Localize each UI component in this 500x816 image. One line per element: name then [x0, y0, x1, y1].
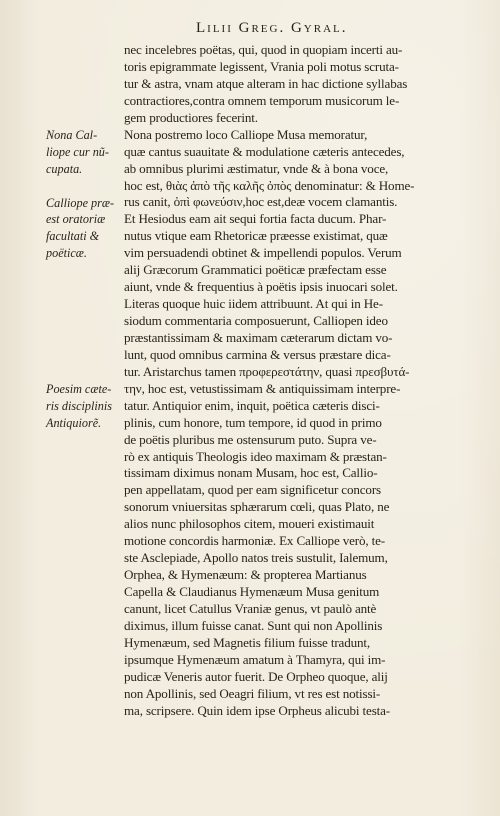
main-text-block [124, 42, 452, 720]
marginal-note [46, 381, 122, 432]
text-line: sonorum vniuersitas sphærarum cœli, quas Plato, ne [124, 499, 390, 515]
text-line: ma, scripsere. Quin idem ipse Orpheus alicubi testa- [124, 702, 390, 718]
text-line: præstantissimam & maximam cæterarum dictam vo- [124, 329, 393, 345]
running-header: Lilii Greg. Gyral. [196, 20, 348, 36]
text-line: toris epigrammate legissent, Vrania poli motus scruta- [124, 58, 399, 74]
marginal-note-line: poëticæ. [46, 246, 87, 261]
text-line: alios nunc philosophos citem, moueri existimauit [124, 516, 375, 532]
marginal-note [46, 127, 122, 178]
marginal-note-line: Poesim cæte- [46, 382, 112, 396]
text-line: Hymenæum, sed Magnetis filium fuisse tradunt, [124, 634, 371, 650]
text-line: non Apollinis, sed Oeagri filium, vt res est notissi- [124, 685, 381, 701]
marginal-note-line: est oratoriæ [46, 212, 106, 227]
text-line: diximus, illum fuisse canat. Sunt qui non Apollinis [124, 617, 383, 633]
marginal-note [46, 195, 122, 263]
text-line: Capella & Claudianus Hymenæum Musa genitum [124, 584, 380, 599]
text-line: pudicæ Veneris autor fuerit. De Orpheo quoque, alij [124, 668, 388, 684]
text-line: canunt, licet Catullus Vraniæ genus, vt paulò antè [124, 600, 377, 616]
text-line: rus canit, ὀπὶ φωνεύσιν,hoc est,deæ vocem clamantis. [124, 194, 398, 210]
marginal-note-line: Calliope præ- [46, 195, 115, 210]
text-line: Et Hesiodus eam ait sequi fortia facta ducum. Phar- [124, 211, 387, 227]
text-line: tur & astra, vnam atque alteram in hac dictione syllabas [124, 75, 408, 91]
text-line: nec incelebres poëtas, qui, quod in quopiam incerti au- [124, 42, 403, 57]
marginal-note-line: facultati & [46, 229, 100, 244]
text-line: nutus vtique eam Rhetoricæ præesse existimat, quæ [124, 228, 388, 244]
text-line: tur. Aristarchus tamen προφερεστάτην, quasi πρεσβυτά- [124, 363, 410, 379]
text-line: de poëtis pluribus me ostensurum puto. Supra ve- [124, 431, 377, 447]
text-line: contractiores,contra omnem temporum musicorum le- [124, 92, 400, 108]
text-line: vim persuadendi obtinet & impellendi populos. Verum [124, 245, 402, 261]
text-line: Orphea, & Hymenæum: & propterea Martianus [124, 567, 367, 583]
text-line: ab omnibus plurimi æstimatur, vnde & à bona voce, [124, 160, 389, 176]
text-line: motione concordis harmoniæ. Ex Calliope verò, te- [124, 533, 386, 549]
text-line: quæ cantus suauitate & modulatione cæteris antecedes, [124, 143, 405, 159]
marginal-note-line: Nona Cal- [46, 127, 98, 142]
text-line: gem productiores fecerint. [124, 109, 258, 125]
text-line: plinis, cum honore, tum tempore, id quod in primo [124, 414, 382, 430]
text-line: Nona postremo loco Calliope Musa memoratur, [124, 126, 368, 142]
text-line: Literas quoque huic iidem attribuunt. At qui in He- [124, 296, 383, 312]
text-line: tissimam diximus nonam Musam, hoc est, Callio- [124, 465, 378, 481]
text-line: rò ex antiquis Theologis ideo maximam & præstan- [124, 448, 387, 464]
text-line: tatur. Antiquior enim, inquit, poëtica cæteris disci- [124, 397, 380, 413]
marginal-note-line: liope cur nũ- [46, 144, 109, 159]
text-line: aiunt, vnde & frequentius à poëtis ipsis inuocari solet. [124, 279, 398, 295]
text-line: pen appellatam, quod per eam significetur concors [124, 482, 381, 498]
text-line: alij Græcorum Grammatici poëticæ præfectam esse [124, 262, 387, 278]
text-line: την, hoc est, vetustissimam & antiquissimam interpre- [124, 380, 401, 396]
text-line: ste Asclepiade, Apollo natos treis sustulit, Ialemum, [124, 550, 388, 566]
text-line: lunt, quod omnibus carmina & versus præstare dica- [124, 346, 391, 362]
text-line: hoc est, θιὰς ἀπὸ τῆς καλῆς ὀπὸς denominatur: & Home- [124, 177, 415, 193]
marginal-note-line: cupata. [46, 161, 83, 176]
marginal-note-line: Antiquiorẽ. [46, 415, 102, 430]
marginal-note-line: ris disciplinis [46, 398, 113, 413]
text-line: ipsumque Hymenæum amatum à Thamyra, qui im- [124, 651, 386, 667]
text-line: siodum commentaria composuerunt, Calliopen ideo [124, 313, 388, 328]
